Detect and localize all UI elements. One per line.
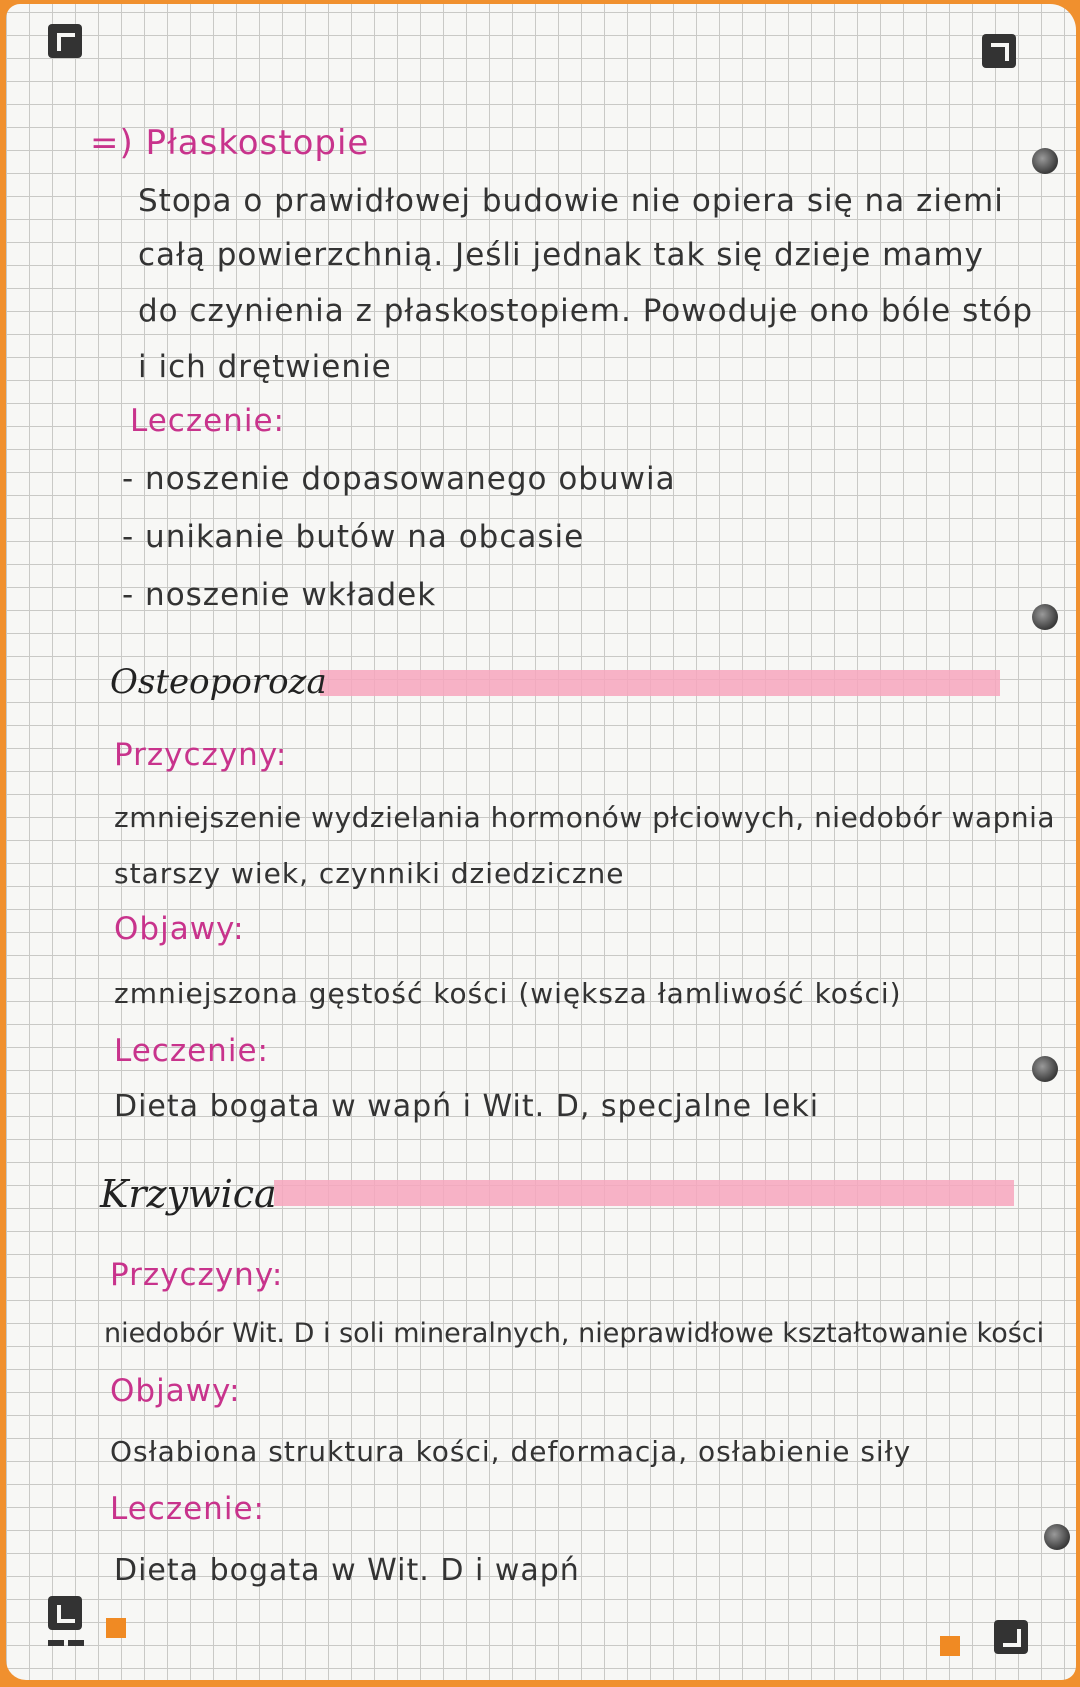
binder-hole-icon [1032,604,1058,630]
osteoporoza-leczenie-label: Leczenie: [114,1033,269,1069]
plaskostopie-desc-line: całą powierzchnią. Jeśli jednak tak się dzieje mamy [138,237,984,273]
binder-hole-icon [1032,1056,1058,1082]
plaskostopie-leczenie-item: - unikanie butów na obcasie [122,519,585,555]
plaskostopie-desc-line: i ich drętwienie [138,349,392,385]
orange-square-marker [940,1636,960,1656]
krzywica-highlight [274,1180,1014,1206]
krzywica-przyczyny-text: niedobór Wit. D i soli mineralnych, nieprawidłowe kształtowanie kości [104,1318,1045,1349]
plaskostopie-leczenie-item: - noszenie wkładek [122,577,437,613]
orange-square-marker [106,1618,126,1638]
binder-hole-icon [1032,148,1058,174]
krzywica-przyczyny-label: Przyczyny: [110,1257,284,1293]
krzywica-objawy-label: Objawy: [110,1373,241,1409]
binder-hole-icon [1044,1524,1070,1550]
plaskostopie-desc-line: Stopa o prawidłowej budowie nie opiera się na ziemi [138,183,1004,219]
plaskostopie-desc-line: do czynienia z płaskostopiem. Powoduje ono bóle stóp [138,293,1034,329]
osteoporoza-przyczyny-line: starszy wiek, czynniki dziedziczne [114,857,625,890]
osteoporoza-przyczyny-label: Przyczyny: [114,737,288,773]
corner-marker-top-left-icon [48,24,82,58]
krzywica-leczenie-label: Leczenie: [110,1491,265,1527]
corner-marker-bottom-left-icon [48,1596,82,1630]
krzywica-title: Krzywica [100,1172,277,1216]
plaskostopie-leczenie-label: Leczenie: [130,403,285,439]
osteoporoza-przyczyny-line: zmniejszenie wydzielania hormonów płciowych, niedobór wapnia [114,801,1056,834]
osteoporoza-objawy-label: Objawy: [114,911,245,947]
corner-marker-bottom-right-icon [994,1620,1028,1654]
plaskostopie-title: =) Płaskostopie [90,123,370,163]
corner-marker-top-right-icon [982,34,1016,68]
osteoporoza-leczenie-text: Dieta bogata w wapń i Wit. D, specjalne leki [114,1089,820,1124]
krzywica-leczenie-text: Dieta bogata w Wit. D i wapń [114,1553,580,1588]
marker-dash [68,1640,84,1646]
notebook-sheet [6,4,1076,1680]
osteoporoza-title: Osteoporoza [110,662,327,702]
marker-dash [48,1640,64,1646]
osteoporoza-highlight [320,670,1000,696]
osteoporoza-objawy-text: zmniejszona gęstość kości (większa łamliwość kości) [114,977,902,1010]
krzywica-objawy-text: Osłabiona struktura kości, deformacja, osłabienie siły [110,1435,912,1468]
plaskostopie-leczenie-item: - noszenie dopasowanego obuwia [122,461,676,497]
